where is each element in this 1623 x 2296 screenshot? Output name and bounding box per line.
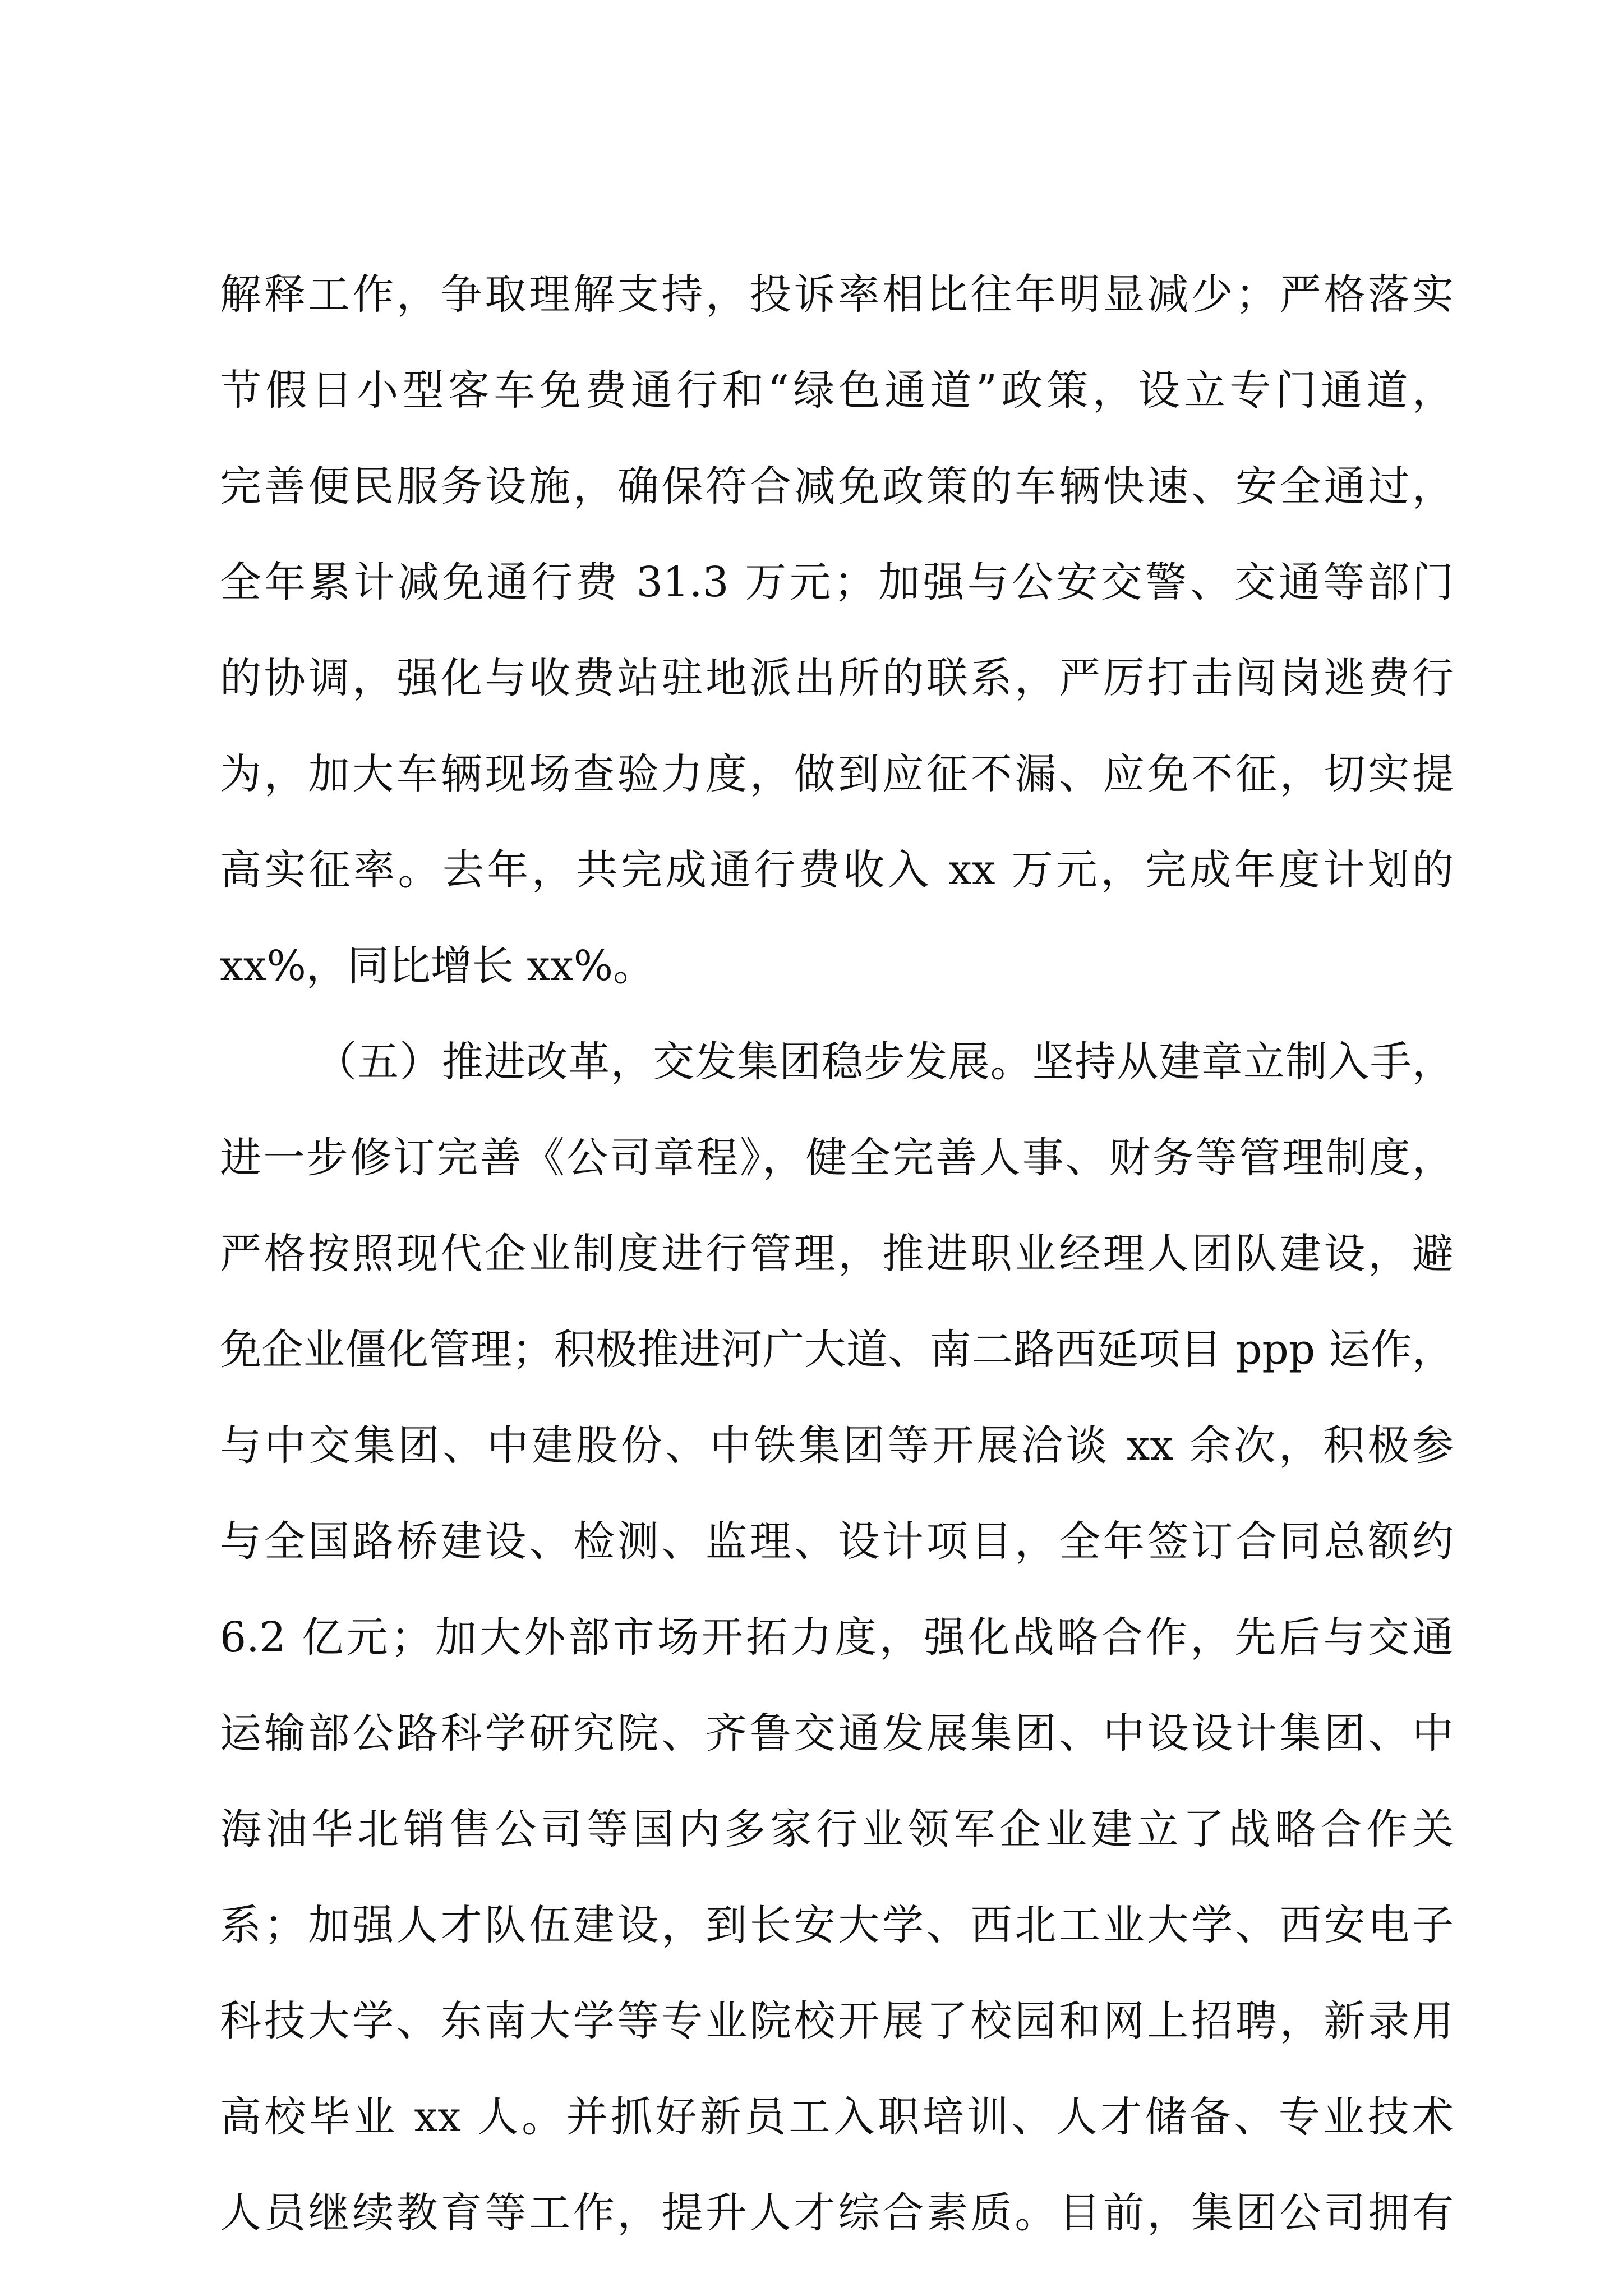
body-text-line: 运输部公路科学研究院、齐鲁交通发展集团、中设设计集团、中 — [220, 1709, 1454, 1757]
body-text-line: 6.2 亿元；加大外部市场开拓力度，强化战略合作，先后与交通 — [220, 1613, 1454, 1662]
body-text-line: 解释工作，争取理解支持，投诉率相比往年明显减少；严格落实 — [220, 270, 1454, 319]
body-text-line: 高实征率。去年，共完成通行费收入 xx 万元，完成年度计划的 — [220, 846, 1454, 894]
paragraph-heading-line: （五）推进改革，交发集团稳步发展。坚持从建章立制入手， — [315, 1038, 1454, 1086]
body-text-line: 的协调，强化与收费站驻地派出所的联系，严厉打击闯岗逃费行 — [220, 654, 1454, 702]
body-text-line: 全年累计减免通行费 31.3 万元；加强与公安交警、交通等部门 — [220, 558, 1454, 606]
body-text-line: 为，加大车辆现场查验力度，做到应征不漏、应免不征，切实提 — [220, 750, 1454, 798]
body-text-line: 人员继续教育等工作，提升人才综合素质。目前，集团公司拥有 — [220, 2189, 1454, 2237]
body-text-line: 科技大学、东南大学等专业院校开展了校园和网上招聘，新录用 — [220, 1997, 1454, 2045]
body-text-line: 完善便民服务设施，确保符合减免政策的车辆快速、安全通过， — [220, 462, 1454, 510]
body-text-line: 免企业僵化管理；积极推进河广大道、南二路西延项目 ppp 运作， — [220, 1326, 1454, 1374]
body-text-line: 高校毕业 xx 人。并抓好新员工入职培训、人才储备、专业技术 — [220, 2093, 1454, 2141]
body-text-line: 海油华北销售公司等国内多家行业领军企业建立了战略合作关 — [220, 1805, 1454, 1853]
body-text-line: 与全国路桥建设、检测、监理、设计项目，全年签订合同总额约 — [220, 1517, 1454, 1566]
body-text-line: 与中交集团、中建股份、中铁集团等开展洽谈 xx 余次，积极参 — [220, 1421, 1454, 1470]
body-text-line: 系；加强人才队伍建设，到长安大学、西北工业大学、西安电子 — [220, 1901, 1454, 1949]
body-text-line: xx%，同比增长 xx%。 — [220, 942, 655, 990]
body-text-line: 节假日小型客车免费通行和“绿色通道”政策，设立专门通道， — [220, 366, 1454, 415]
body-text-line: 进一步修订完善《公司章程》，健全完善人事、财务等管理制度， — [220, 1134, 1454, 1182]
body-text-line: 严格按照现代企业制度进行管理，推进职业经理人团队建设，避 — [220, 1230, 1454, 1278]
